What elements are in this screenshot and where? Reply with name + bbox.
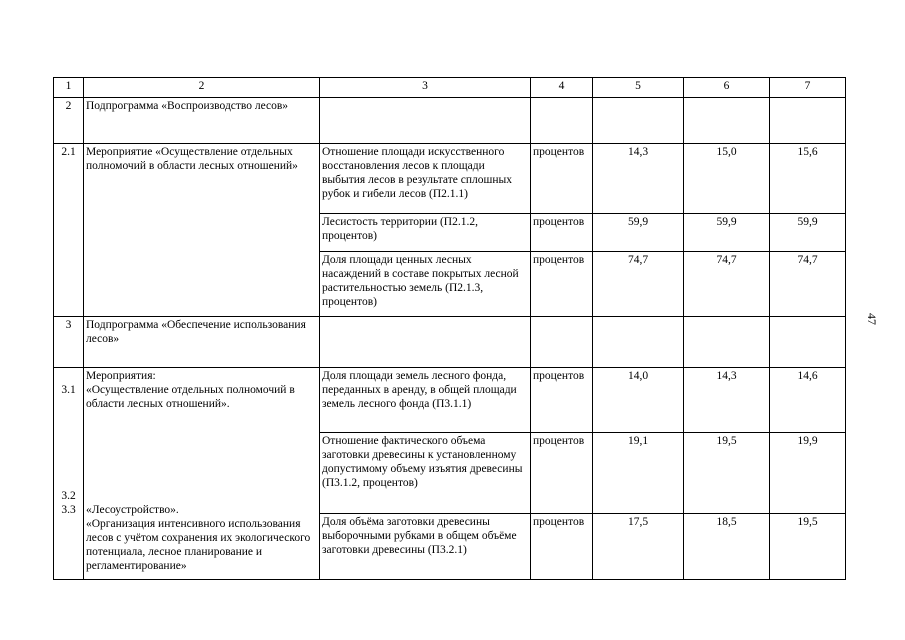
indicator-value: 14,6 [770,368,846,433]
row-numbers-group [54,368,84,580]
indicator-unit: процентов [531,252,593,317]
indicator-unit: процентов [531,433,593,514]
indicator-value: 18,5 [684,514,770,580]
indicator-value: 74,7 [684,252,770,317]
indicator-text: Доля площади земель лесного фонда, переданных в аренду, в общей площади земель лесного фонда (П3.1.1) [320,368,531,433]
indicator-text: Отношение площади искусственного восстановления лесов к площади выбытия лесов в результате сплошных рубок и гибели лесов (П2.1.1) [320,144,531,214]
indicator-value: 14,0 [593,368,684,433]
indicator-value: 59,9 [684,214,770,252]
table-row [54,98,846,144]
indicator-unit: процентов [531,368,593,433]
indicator-value: 19,1 [593,433,684,514]
measure-name: «Организация интенсивного использования лесов с учётом сохранения их экологического потенциала, лесное планирование и регламентирование» [86,518,311,572]
indicator-unit: процентов [531,514,593,580]
header-cell: 1 [54,78,84,98]
indicator-value: 74,7 [593,252,684,317]
page-number: 47 [865,313,879,325]
indicator-text: Доля объёма заготовки древесины выборочными рубками в общем объёме заготовки древесины (П3.2.1) [320,514,531,580]
indicator-value: 15,6 [770,144,846,214]
table-row [54,368,846,433]
header-cell: 3 [320,78,531,98]
indicator-value: 14,3 [593,144,684,214]
indicator-value: 19,5 [770,514,846,580]
table-header-row [54,78,846,98]
header-cell: 7 [770,78,846,98]
indicator-text: Отношение фактического объема заготовки древесины к установленному допустимому объему изъятия древесины (П3.1.2, процентов) [320,433,531,514]
row-number: 2 [54,98,84,144]
indicator-unit: процентов [531,214,593,252]
indicator-text: Лесистость территории (П2.1.2, процентов) [320,214,531,252]
subprogram-name: Подпрограмма «Воспроизводство лесов» [84,98,320,144]
header-cell: 2 [84,78,320,98]
row-number: 2.1 [54,144,84,317]
header-cell: 5 [593,78,684,98]
header-cell: 6 [684,78,770,98]
indicator-value: 19,9 [770,433,846,514]
row-number: 3.3 [61,504,76,516]
indicator-value: 17,5 [593,514,684,580]
measure-name: «Осуществление отдельных полномочий в области лесных отношений». [86,384,295,410]
indicator-value: 19,5 [684,433,770,514]
indicators-table [53,77,846,580]
measure-name: «Лесоустройство». [86,504,179,516]
header-cell: 4 [531,78,593,98]
indicator-value: 59,9 [593,214,684,252]
indicator-value: 15,0 [684,144,770,214]
table-row [54,317,846,368]
indicator-value: 59,9 [770,214,846,252]
indicator-text: Доля площади ценных лесных насаждений в составе покрытых лесной растительностью земель (П2.1.3, процентов) [320,252,531,317]
indicator-unit: процентов [531,144,593,214]
row-number: 3.1 [61,384,76,396]
indicator-value: 74,7 [770,252,846,317]
row-number: 3 [54,317,84,368]
indicator-value: 14,3 [684,368,770,433]
table-row [54,144,846,214]
row-number: 3.2 [61,490,76,502]
subprogram-name: Подпрограмма «Обеспечение использования лесов» [84,317,320,368]
measures-group [84,368,320,580]
measure-name: Мероприятие «Осуществление отдельных полномочий в области лесных отношений» [84,144,320,317]
measures-heading: Мероприятия: [86,370,156,382]
